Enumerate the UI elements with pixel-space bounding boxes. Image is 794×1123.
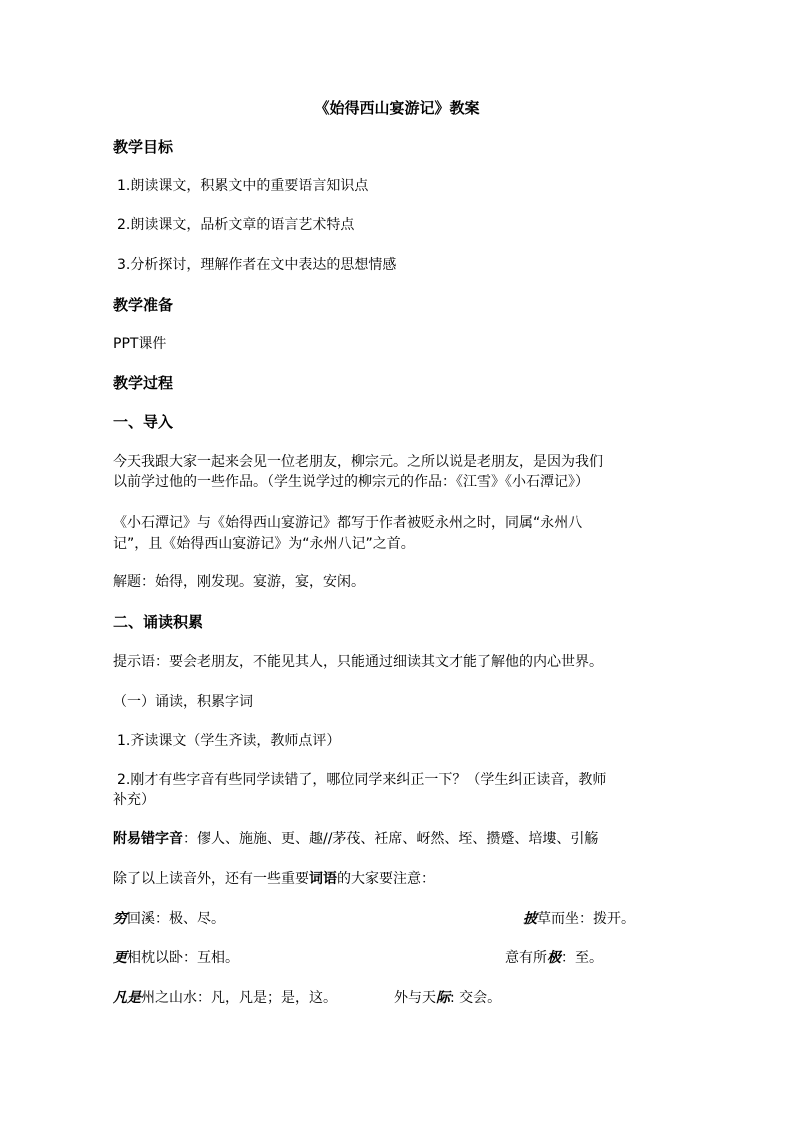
read-step-2-line-1: 2.刚才有些字音有些同学读错了，哪位同学来纠正一下？（学生纠正读音，教师 [117,772,607,788]
easy-pronunciation-line [113,829,598,849]
section-heading-prep: 教学准备 [113,296,174,314]
word-entry-3 [113,948,239,968]
subsection-heading-intro: 一、导入 [113,413,174,431]
read-step-1: 1.齐读课文（学生齐读，教师点评） [117,733,341,749]
word-entry-3-key: 更 [113,950,127,966]
word-entry-1 [113,909,225,929]
word-entry-1-gloss: 回溪：极、尽。 [127,911,225,927]
word-entry-4 [505,948,603,968]
word-entry-4-pre: 意有所 [505,950,547,966]
word-entry-5 [113,988,337,1008]
word-entry-1-key: 穷 [113,911,127,927]
word-entry-3-gloss: 相枕以卧：互相。 [127,950,239,966]
words-intro-pre: 除了以上读音外，还有一些重要 [113,871,309,887]
section-heading-goals: 教学目标 [113,138,174,156]
goal-item-2: 2.朗读课文，品析文章的语言艺术特点 [117,217,355,233]
word-entry-5-key: 凡是 [113,990,141,1006]
intro-paragraph-2-line-1: 《小石潭记》与《始得西山宴游记》都写于作者被贬永州之时，同属“永州八 [113,515,583,531]
word-entry-4-key: 极 [547,950,561,966]
word-entry-6-gloss: : 交会。 [450,990,502,1006]
intro-paragraph-1-line-1: 今天我跟大家一起来会见一位老朋友，柳宗元。之所以说是老朋友，是因为我们 [113,454,603,470]
words-intro-post: 的大家要注意： [337,871,435,887]
words-intro-line [113,869,435,889]
easy-pronunciation-list: ：僇人、施施、更、趣//茅茷、衽席、岈然、垤、攒蹙、培塿、引觞 [183,831,599,847]
word-entry-2 [523,909,635,929]
word-entry-2-key: 披 [523,911,537,927]
read-hint: 提示语：要会老朋友，不能见其人，只能通过细读其文才能了解他的内心世界。 [113,654,603,670]
word-entry-6-key: 际 [436,990,450,1006]
easy-pronunciation-label: 附易错字音 [113,831,183,847]
word-entry-6 [394,988,501,1008]
intro-paragraph-1-line-2: 以前学过他的一些作品。（学生说学过的柳宗元的作品：《江雪》《小石潭记》） [113,474,589,490]
goal-item-3: 3.分析探讨，理解作者在文中表达的思想情感 [117,257,397,273]
read-subheading-1: （一）诵读，积累字词 [113,694,253,710]
word-entry-2-gloss: 草而坐：拨开。 [537,911,635,927]
words-intro-bold: 词语 [309,871,337,887]
word-entry-5-gloss: 州之山水：凡，凡是；是，这。 [141,990,337,1006]
section-heading-process: 教学过程 [113,374,174,392]
goal-item-1: 1.朗读课文，积累文中的重要语言知识点 [117,178,369,194]
intro-paragraph-2-line-2: 记”，且《始得西山宴游记》为“永州八记”之首。 [113,536,415,552]
read-step-2-line-2: 补充） [113,792,155,808]
document-title: 《始得西山宴游记》教案 [314,99,480,117]
word-entry-4-gloss: ：至。 [561,950,603,966]
prep-text: PPT课件 [113,336,167,352]
subsection-heading-read: 二、诵读积累 [113,613,204,631]
intro-paragraph-3: 解题：始得，刚发现。宴游，宴，安闲。 [113,574,365,590]
word-entry-6-pre: 外与天 [394,990,436,1006]
